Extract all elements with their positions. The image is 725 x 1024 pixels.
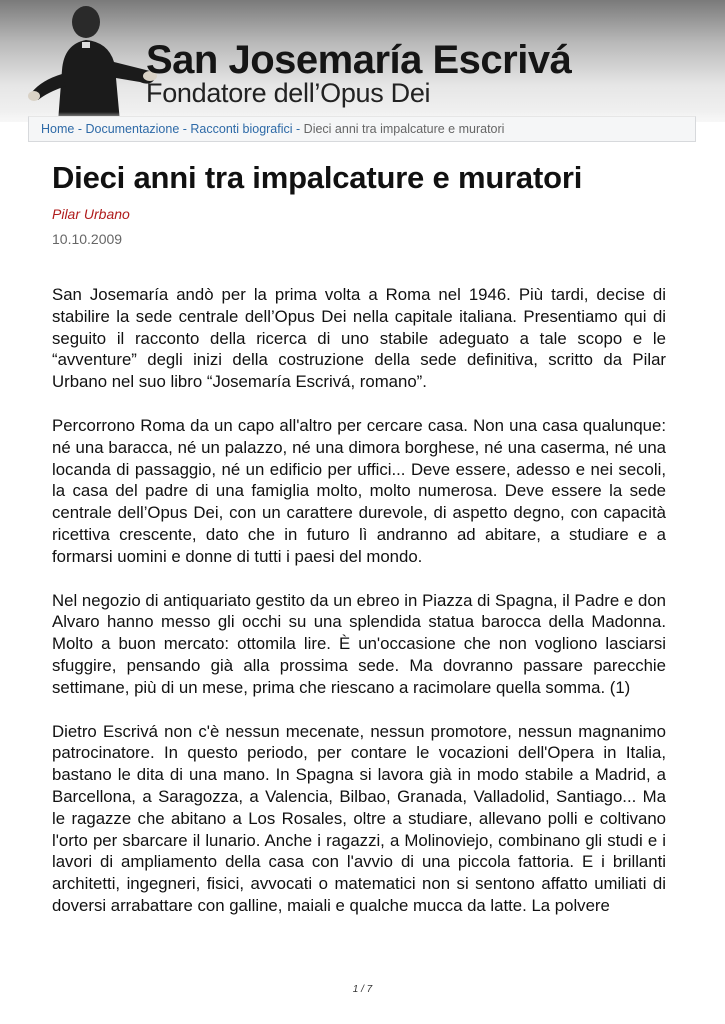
page-number: 1 / 7: [352, 984, 373, 995]
breadcrumb: [28, 116, 696, 142]
breadcrumb-link-documentazione[interactable]: Documentazione: [85, 122, 180, 136]
site-title[interactable]: San Josemaría Escrivá: [146, 38, 572, 82]
breadcrumb-separator: -: [296, 122, 304, 136]
article-date: 10.10.2009: [52, 231, 123, 247]
breadcrumb-link-home[interactable]: Home: [41, 122, 75, 136]
breadcrumb-separator: -: [77, 122, 86, 136]
article-body: [52, 284, 666, 939]
breadcrumb-current: Dieci anni tra impalcature e muratori: [303, 122, 505, 136]
article-paragraph: San Josemaría andò per la prima volta a Roma nel 1946. Più tardi, decise di stabilire la sede centrale dell’Opus Dei nella capitale italiana. Presentiamo qui di seguito il racconto della ricerca di uno stabile adeguato a tale scopo e le “avventure” degli inizi della costruzione della sede definitiva, scritto da Pilar Urbano nel suo libro “Josemaría Escrivá, romano”.: [52, 285, 666, 392]
site-subtitle: Fondatore dell’Opus Dei: [146, 78, 431, 108]
article-author[interactable]: Pilar Urbano: [52, 206, 130, 222]
breadcrumb-separator: -: [182, 122, 191, 136]
page-title: Dieci anni tra impalcature e muratori: [52, 160, 583, 195]
article-paragraph: Nel negozio di antiquariato gestito da un ebreo in Piazza di Spagna, il Padre e don Alvaro hanno messo gli occhi su una splendida statua barocca della Madonna. Molto a buon mercato: ottomila lire. È un'occasione che non vogliono lasciarsi sfuggire, pensando già alla prossima sede. Ma dovranno passare parecchie settimane, più di un mese, prima che riescano a racimolare quella somma. (1): [52, 590, 666, 697]
breadcrumb-link-racconti-biografici[interactable]: Racconti biografici: [190, 122, 293, 136]
article-paragraph: Dietro Escrivá non c'è nessun mecenate, nessun promotore, nessun magnanimo patrocinatore. In questo periodo, per contare le vocazioni dell'Opera in Italia, bastano le dita di una mano. In Spagna si lavora già in modo stabile a Madrid, a Barcellona, a Saragozza, a Valencia, Bilbao, Granada, Valladolid, Santiago... Ma le ragazze che abitano a Los Rosales, oltre a studiare, allevano polli e coltivano l'orto per sbarcare il lunario. Anche i ragazzi, a Molinoviejo, combinano gli studi e i lavori di ampliamento della casa con l'avvio di una piccola fattoria. E i brillanti architetti, ingegneri, fisici, avvocati o matematici non si sentono affatto umiliati di doversi arrabattare con galline, maiali e qualche mucca da latte. La polvere: [52, 721, 666, 915]
article-paragraph: Percorrono Roma da un capo all'altro per cercare casa. Non una casa qualunque: né una baracca, né un palazzo, né una dimora borghese, né una caserma, né una locanda di passaggio, né un edificio per uffici... Deve essere, adesso e nei secoli, la casa del padre di una famiglia molto, molto numerosa. Deve essere la sede centrale dell’Opus Dei, con un carattere durevole, di aspetto degno, con capacità ricettiva crescente, dato che in futuro lì andranno ad abitare, a studiare e a formarsi uomini e donne di tutti i paesi del mondo.: [52, 415, 666, 566]
header-banner: [0, 0, 725, 122]
